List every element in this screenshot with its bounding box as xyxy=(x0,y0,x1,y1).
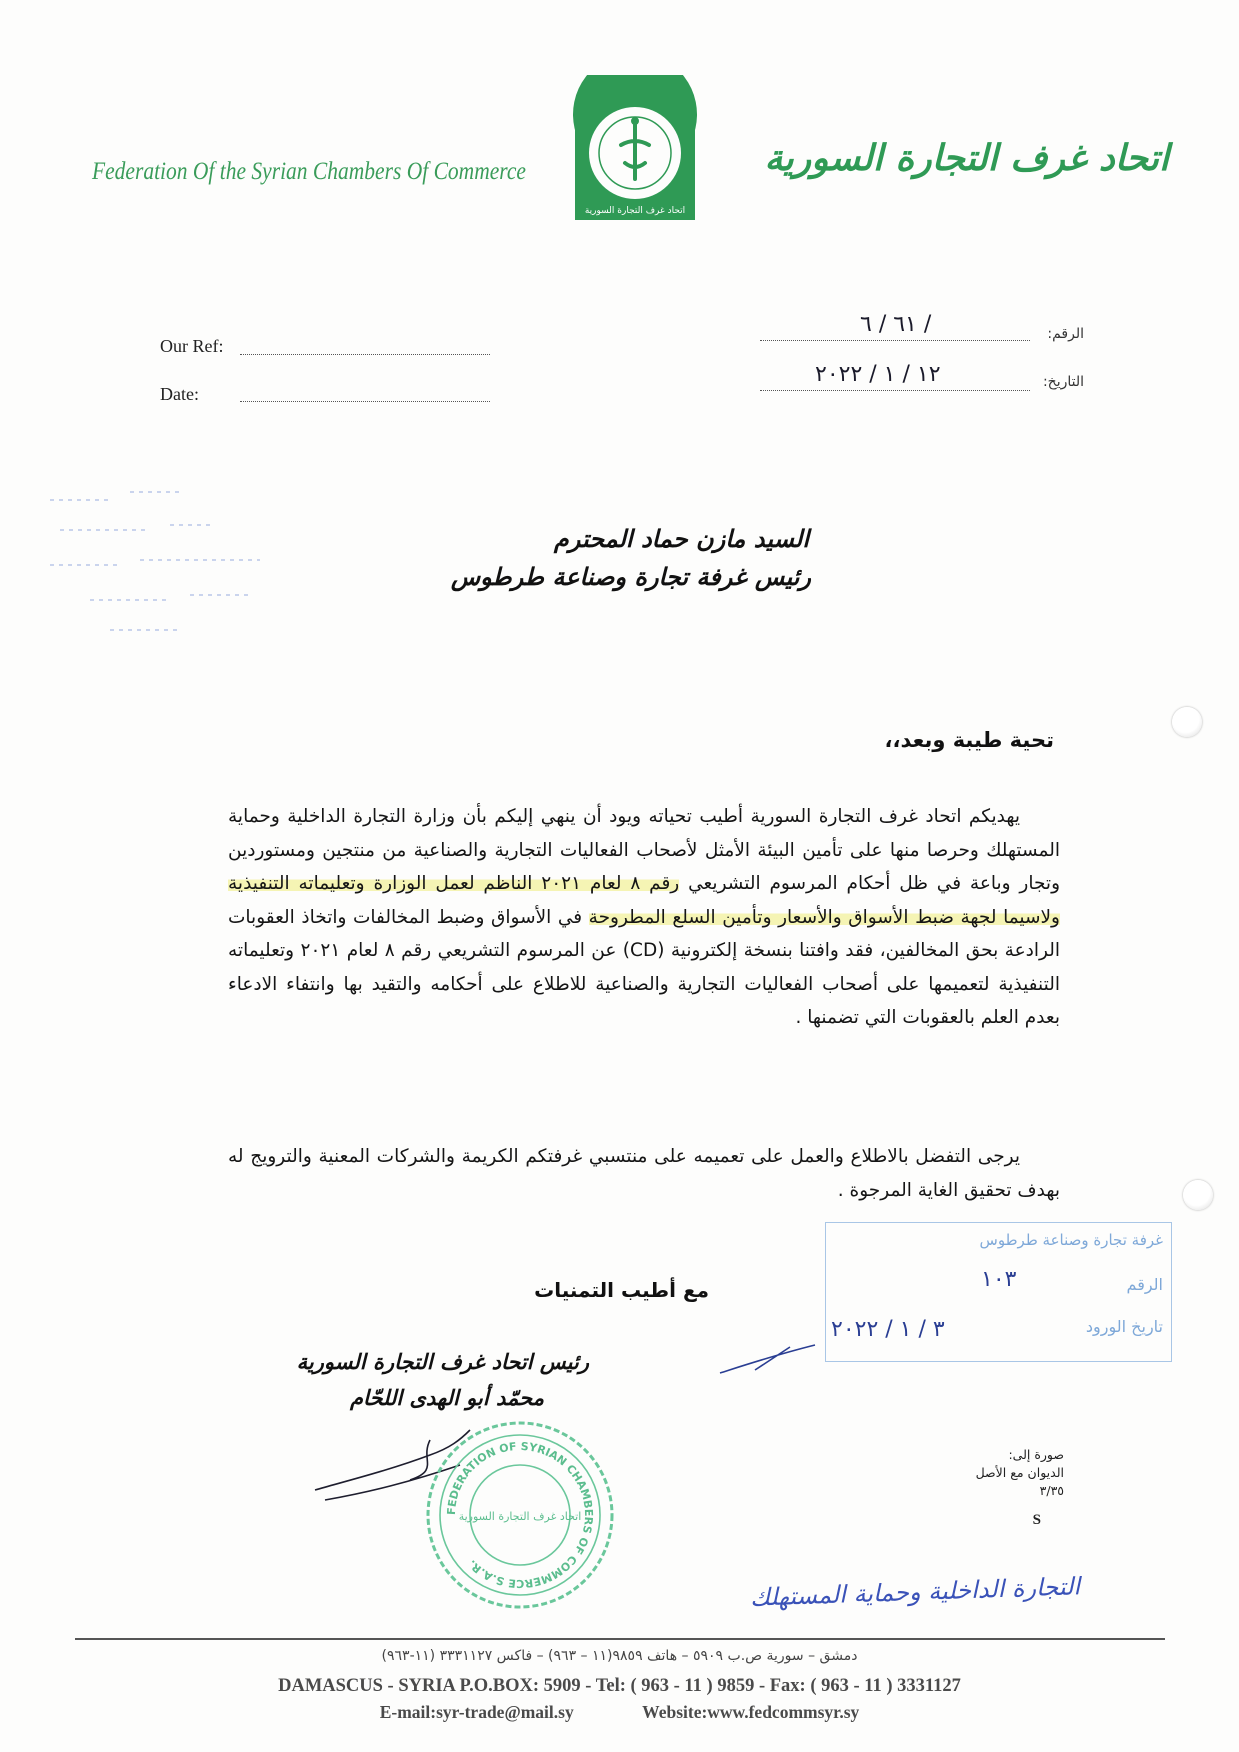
closing-phrase: مع أطيب التمنيات xyxy=(534,1278,709,1302)
incoming-stamp xyxy=(825,1222,1172,1362)
body-p1-end: في الأسواق وضبط المخالفات واتخاذ العقوبات الرادعة بحق المخالفين، فقد وافتنا بنسخة إلكترونية (CD) عن المرسوم التشريعي رقم ٨ لعام ٢٠٢١ وتعليماته التنفيذية لتعميمها على أصحاب الفعاليات التجارية والصناعية للاطلاع على أحكامه والتقيد بها وانتفاء الادعاء بعدم العلم بالعقوبات التي تضمنها . xyxy=(228,906,1060,1028)
copy-to-label: صورة إلى: xyxy=(1008,1447,1064,1462)
federation-logo xyxy=(555,75,715,225)
number-label-arabic: الرقم: xyxy=(1047,326,1084,342)
stamp-header: غرفة تجارة وصناعة طرطوس xyxy=(979,1231,1163,1249)
addressee-name: السيد مازن حماد المحترم xyxy=(553,525,809,553)
bleed-through-scribble xyxy=(30,470,360,650)
greeting: تحية طيبة وبعد،، xyxy=(884,728,1054,752)
footer-divider xyxy=(75,1638,1165,1640)
copy-to-line2: ٣/٣٥ xyxy=(1039,1483,1064,1498)
stamp-number-label: الرقم xyxy=(1126,1275,1163,1294)
footer-address-arabic: دمشق – سورية ص.ب ٥٩٠٩ – هاتف ٩٨٥٩(١١ – ٩٦٣) – فاكس ٣٣٣١١٢٧ (١١-٩٦٣) xyxy=(381,1648,858,1664)
footer-email: E-mail:syr-trade@mail.sy xyxy=(379,1702,574,1722)
our-ref-label: Our Ref: xyxy=(160,336,224,356)
signatory-name: محمّد أبو الهدى اللحّام xyxy=(350,1386,544,1410)
org-name-arabic: اتحاد غرف التجارة السورية xyxy=(764,138,1169,179)
date-dotted-line xyxy=(240,387,490,402)
addressee-title: رئيس غرفة تجارة وصناعة طرطوس xyxy=(450,563,811,591)
date-value: ١٢ / ١ / ٢٠٢٢ xyxy=(815,362,941,387)
footer-address-english: DAMASCUS - SYRIA P.O.BOX: 5909 - Tel: ( 963 - 11 ) 9859 - Fax: ( 963 - 11 ) 3331127 xyxy=(278,1676,961,1696)
body-p1-start: يهديكم اتحاد غرف التجارة السورية أطيب تحياته ويود أن ينهي إليكم بأن وزارة التجارة الداخلية وحماية المستهلك وحرصا منها على تأمين البيئة الأمثل لأصحاب الفعاليات التجارية والصناعية من منتجين ومستوردين وتجار وباعة في ظل أحكام المرسوم التشريعي xyxy=(228,806,1061,894)
stamp-initial-mark xyxy=(715,1335,825,1380)
date-label-arabic: التاريخ: xyxy=(1042,374,1084,390)
official-seal xyxy=(420,1415,620,1615)
our-ref-dotted-line xyxy=(240,340,490,355)
stamp-number-value: ١٠٣ xyxy=(981,1267,1017,1292)
signatory-title: رئيس اتحاد غرف التجارة السورية xyxy=(296,1350,589,1374)
seal-center-text: اتحاد غرف التجارة السورية xyxy=(458,1510,582,1523)
logo-emblem-dot xyxy=(631,117,639,125)
org-name-english: Federation Of the Syrian Chambers Of Commerce xyxy=(92,158,526,185)
punch-hole-top xyxy=(1172,707,1202,737)
date-label: Date: xyxy=(160,384,199,404)
stamp-date-value: ٣ / ١ / ٢٠٢٢ xyxy=(831,1317,945,1342)
number-value: ٦١ / ٦ / xyxy=(860,312,932,337)
initial-strokes xyxy=(720,1345,815,1373)
footer-contact xyxy=(0,1702,1239,1723)
body-paragraph-2: يرجى التفضل بالاطلاع والعمل على تعميمه على منتسبي غرفتكم الكريمة والشركات المعنية والترويج له بهدف تحقيق الغاية المرجوة . xyxy=(228,1146,1060,1201)
seal-ring-text: FEDERATION OF SYRIAN CHAMBERS OF COMMERCE S.A.R. xyxy=(444,1439,596,1591)
copy-to-line1: الديوان مع الأصل xyxy=(975,1465,1064,1480)
body-p1-highlighted: رقم ٨ لعام ٢٠٢١ الناظم لعمل الوزارة وتعليماته التنفيذية ولاسيما لجهة ضبط الأسواق والأسعار وتأمين السلع المطروحة xyxy=(228,873,1060,928)
copy-to-initial: S xyxy=(1032,1512,1041,1528)
footer-website: Website:www.fedcommsyr.sy xyxy=(642,1702,860,1722)
punch-hole-bottom xyxy=(1183,1180,1213,1210)
bleed-lines xyxy=(50,492,260,630)
handwritten-note: التجارة الداخلية وحماية المستهلك xyxy=(749,1572,1081,1612)
stamp-date-label: تاريخ الورود xyxy=(1085,1317,1163,1336)
body-paragraph-1 xyxy=(228,800,1060,1035)
logo-ring-text: اتحاد غرف التجارة السورية xyxy=(584,206,686,216)
